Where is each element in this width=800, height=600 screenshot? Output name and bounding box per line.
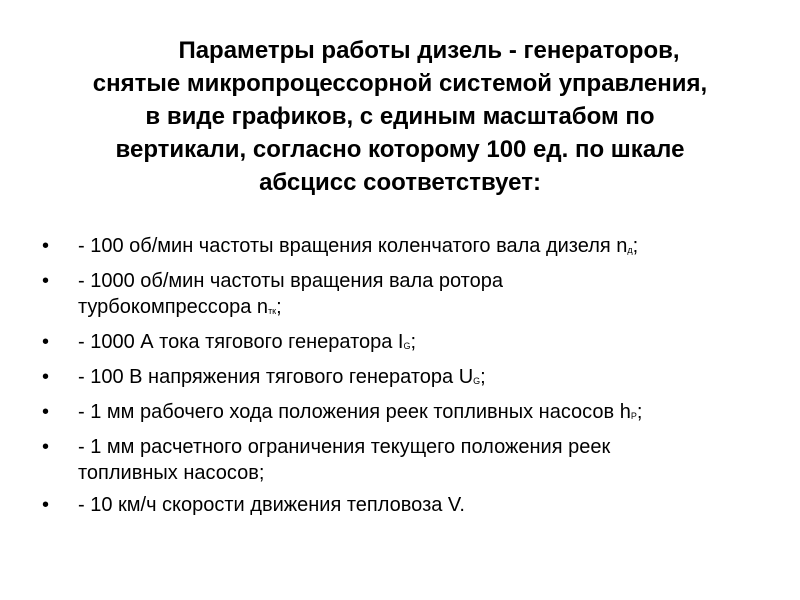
list-item-line	[78, 492, 782, 518]
list-item-line	[78, 364, 782, 393]
list-item	[42, 233, 782, 262]
subscript: тк	[268, 306, 277, 316]
subscript: P	[630, 411, 637, 421]
list-item-tail: ;	[480, 366, 486, 388]
bullet-icon: •	[42, 235, 50, 257]
bullet-icon: •	[42, 494, 50, 516]
list-item	[42, 492, 782, 518]
list-item-line	[78, 294, 782, 323]
subscript: G	[473, 376, 481, 386]
bullet-icon: •	[42, 401, 50, 423]
list-item-tail: ;	[276, 296, 282, 318]
list-item-text: - 1000 А тока тягового генератора I	[78, 331, 404, 353]
list-item-text: - 100 В напряжения тягового генератора U	[78, 366, 474, 388]
list-item	[42, 364, 782, 393]
title-line: в виде графиков, с единым масштабом по	[145, 103, 655, 130]
parameter-list	[42, 233, 782, 524]
bullet-icon: •	[42, 436, 50, 458]
list-item-text: топливных насосов;	[78, 462, 265, 484]
title-line: вертикали, согласно которому 100 ед. по шкале	[115, 136, 685, 163]
list-item-text: - 1 мм расчетного ограничения текущего положения реек	[78, 436, 611, 458]
list-item-tail: ;	[410, 331, 417, 353]
subscript: G	[403, 341, 411, 351]
list-item-text: - 1000 об/мин частоты вращения вала ротора	[78, 270, 503, 292]
list-item-line	[78, 329, 782, 358]
title-line: абсцисс соответствует:	[259, 169, 541, 196]
list-item-line	[78, 399, 782, 428]
list-item-tail: ;	[636, 401, 643, 423]
list-item	[42, 399, 782, 428]
list-item-text: - 10 км/ч скорости движения тепловоза V.	[78, 494, 465, 516]
title-line: снятые микропроцессорной системой управления,	[92, 70, 708, 97]
list-item	[42, 268, 782, 323]
list-item-text: - 1 мм рабочего хода положения реек топливных насосов h	[78, 401, 631, 423]
list-item-line	[78, 434, 782, 460]
bullet-icon: •	[42, 270, 50, 292]
list-item-line	[78, 233, 782, 262]
bullet-icon: •	[42, 366, 50, 388]
slide-title	[40, 34, 760, 199]
list-item	[42, 434, 782, 486]
list-item-line	[78, 460, 782, 486]
list-item-text: - 100 об/мин частоты вращения коленчатого вала дизеля n	[78, 235, 628, 257]
list-item-tail: ;	[632, 235, 639, 257]
bullet-icon: •	[42, 331, 50, 353]
list-item-line	[78, 268, 782, 294]
list-item	[42, 329, 782, 358]
subscript: д	[627, 245, 633, 255]
list-item-text: турбокомпрессора n	[78, 296, 269, 318]
title-line: Параметры работы дизель - генераторов,	[178, 37, 680, 64]
